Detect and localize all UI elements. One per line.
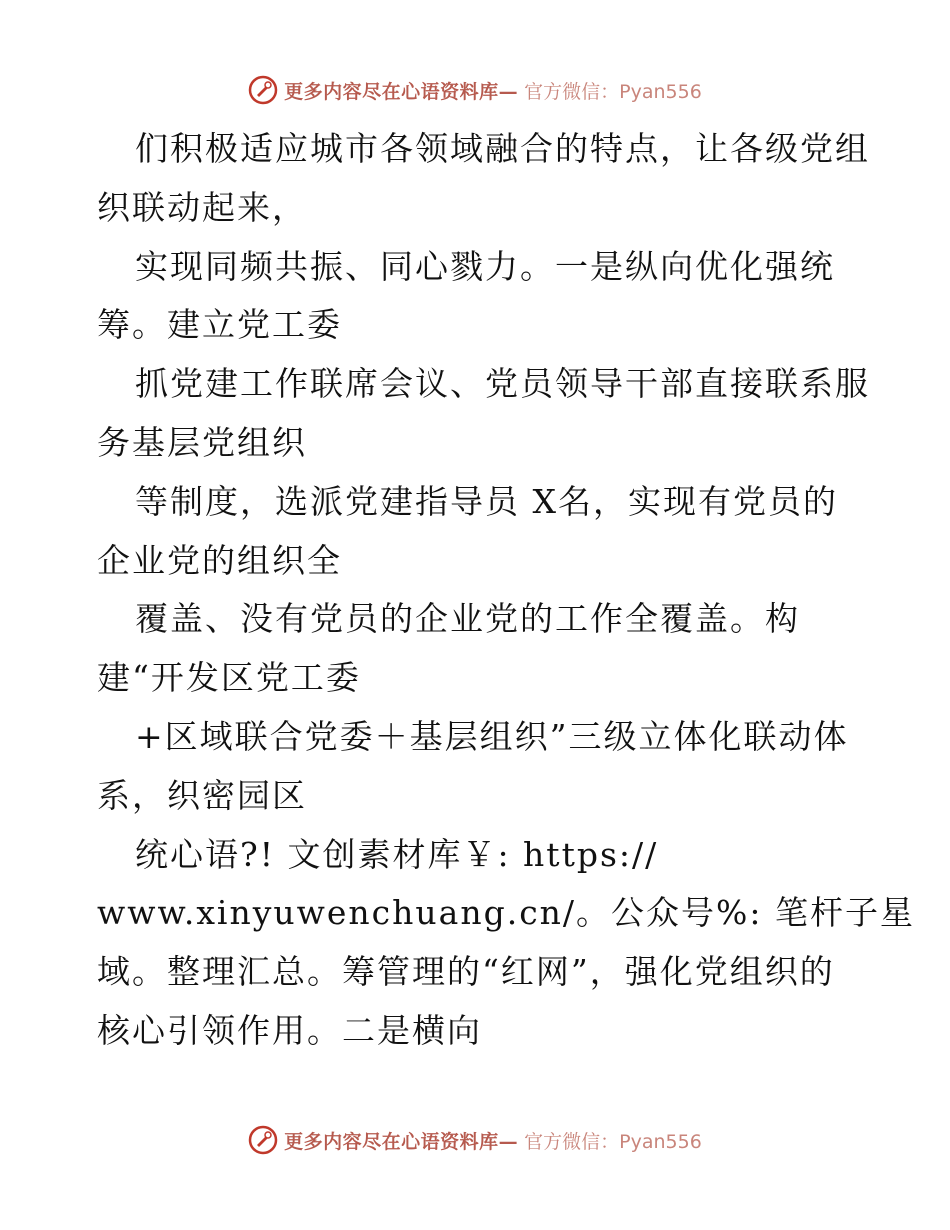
text-line: 务基层党组织 xyxy=(97,422,307,462)
text-line: +区域联合党委＋基层组织”三级立体化联动体 xyxy=(135,716,849,756)
text-line: 织联动起来， xyxy=(97,187,307,227)
brand-logo-icon xyxy=(248,1125,278,1155)
text-line: www.xinyuwenchuang.cn/。公众号%: 笔杆子星 xyxy=(97,893,916,933)
header-banner-text: 更多内容尽在心语资料库— xyxy=(284,80,519,103)
brand-logo-icon xyxy=(248,75,278,105)
text-line: 统心语?! 文创素材库￥: https:// xyxy=(135,834,659,874)
document-body xyxy=(97,120,916,1061)
text-line: 核心引领作用。二是横向 xyxy=(97,1010,482,1050)
text-line: 企业党的组织全 xyxy=(97,540,342,580)
footer-banner xyxy=(0,1122,950,1158)
text-line: 覆盖、没有党员的企业党的工作全覆盖。构 xyxy=(135,599,800,639)
footer-banner-text: 更多内容尽在心语资料库— xyxy=(284,1130,519,1153)
header-banner xyxy=(0,72,950,108)
text-line: 等制度，选派党建指导员 X名，实现有党员的 xyxy=(135,481,838,521)
footer-wechat-text: 官方微信：Pyan556 xyxy=(524,1130,702,1153)
text-line: 实现同频共振、同心戮力。一是纵向优化强统 xyxy=(135,246,835,286)
text-line: 域。整理汇总。筹管理的“红网”，强化党组织的 xyxy=(97,952,835,992)
text-line: 建“开发区党工委 xyxy=(97,658,361,698)
text-line: 抓党建工作联席会议、党员领导干部直接联系服 xyxy=(135,364,870,404)
text-line: 筹。建立党工委 xyxy=(97,305,342,345)
text-line: 系，织密园区 xyxy=(97,775,307,815)
header-wechat-text: 官方微信：Pyan556 xyxy=(524,80,702,103)
text-line: 们积极适应城市各领域融合的特点，让各级党组 xyxy=(135,129,870,168)
